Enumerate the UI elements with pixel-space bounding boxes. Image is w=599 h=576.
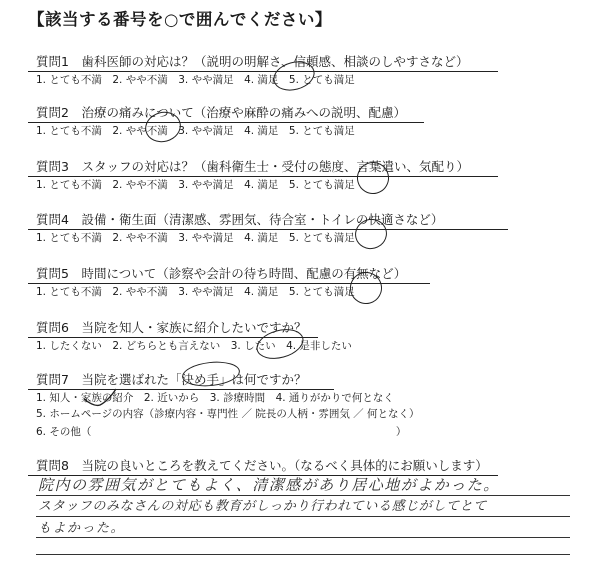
- question-3-options: 1. とても不満 2. やや不満 3. やや満足 4. 満足 5. とても満足: [36, 179, 355, 191]
- question-2-options: 1. とても不満 2. やや不満 3. やや満足 4. 満足 5. とても満足: [36, 125, 355, 137]
- question-6-title: 質問6 当院を知人・家族に紹介したいですか？: [36, 320, 307, 335]
- form-header: 【該当する番号を○で囲んでください】: [28, 10, 332, 29]
- question-7-options-row3: 6. その他（ ）: [36, 426, 407, 438]
- question-5-options: 1. とても不満 2. やや不満 3. やや満足 4. 満足 5. とても満足: [36, 286, 355, 298]
- question-2-title: 質問2 治療の痛みについて（治療や麻酔の痛みへの説明、配慮）: [36, 105, 406, 120]
- question-4-title: 質問4 設備・衛生面（清潔感、雰囲気、待合室・トイレの快適さなど）: [36, 212, 444, 227]
- question-3-title: 質問3 スタッフの対応は？（歯科衛生士・受付の態度、言葉遣い、気配り）: [36, 159, 469, 174]
- writing-line-4: [36, 554, 570, 555]
- question-5-title: 質問5 時間について（診察や会計の待ち時間、配慮の有無など）: [36, 266, 407, 281]
- question-4-options: 1. とても不満 2. やや不満 3. やや満足 4. 満足 5. とても満足: [36, 232, 355, 244]
- writing-line-2: [36, 516, 570, 517]
- question-7-options-row1: 1. 知人・家族の紹介 2. 近いから 3. 診療時間 4. 通りがかりで何となく: [36, 392, 394, 404]
- question-6-options: 1. したくない 2. どちらとも言えない 3. したい 4. 是非したい: [36, 340, 352, 352]
- question-1-options: 1. とても不満 2. やや不満 3. やや満足 4. 満足 5. とても満足: [36, 74, 355, 86]
- question-7-title: 質問7 当院を選ばれた「決め手」は何ですか？: [36, 372, 307, 387]
- writing-line-1: [36, 495, 570, 496]
- answer-mark-q7: [80, 385, 120, 411]
- handwritten-answer-line-1: 院内の雰囲気がとてもよく、清潔感があり居心地がよかった。: [38, 476, 500, 494]
- writing-line-3: [36, 537, 570, 538]
- question-7-options-row2: 5. ホームページの内容（診療内容・専門性 ／ 院長の人柄・雰囲気 ／ 何となく）: [36, 408, 420, 420]
- question-1-title: 質問1 歯科医師の対応は？（説明の明解さ、信頼感、相談のしやすさなど）: [36, 54, 469, 69]
- handwritten-answer-line-2: スタッフのみなさんの対応も教育がしっかり行われている感じがしてとて: [38, 499, 487, 514]
- handwritten-answer-line-3: もよかった。: [38, 521, 126, 536]
- question-8-title: 質問8 当院の良いところを教えてください。（なるべく具体的にお願いします）: [36, 458, 488, 473]
